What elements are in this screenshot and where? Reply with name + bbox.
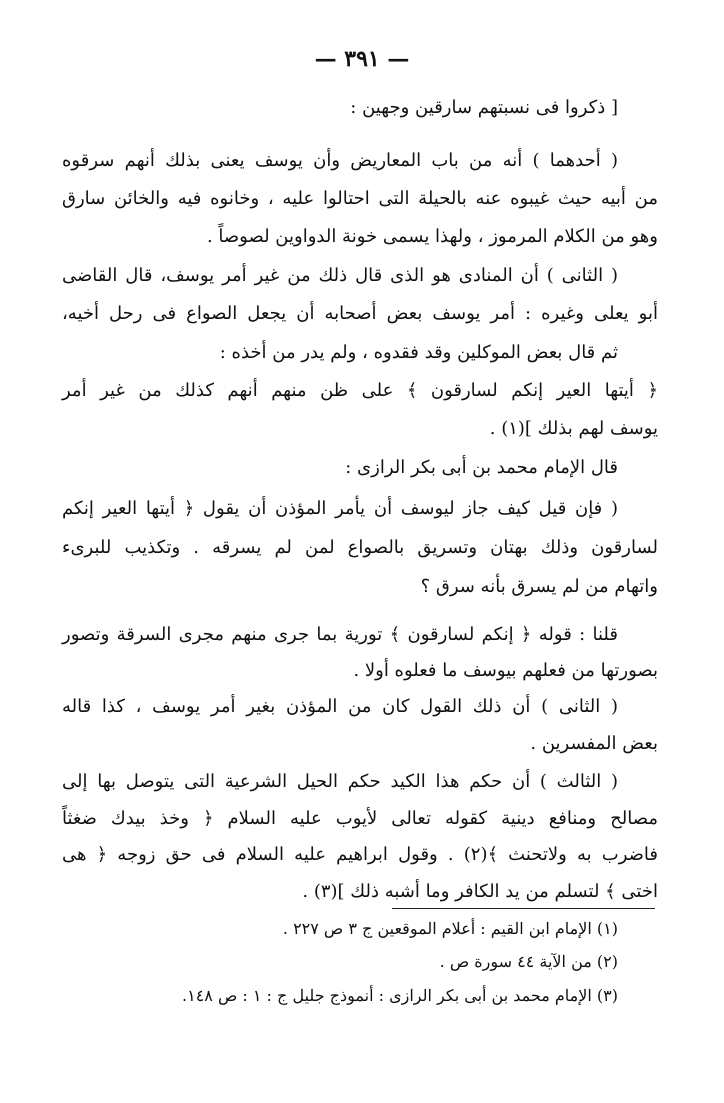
text-line: قلنا : قوله ﴿ إنكم لسارقون ﴾ تورية بما جرى منهم مجرى السرقة وتصور	[62, 624, 618, 645]
text-line: ( فإن قيل كيف جاز ليوسف أن يأمر المؤذن أن يقول ﴿ أيتها العير إنكم	[62, 498, 618, 519]
text-line: لسارقون وذلك بهتان وتسريق بالصواع لمن لم يسرقه . وتكذيب للبرىء	[62, 537, 658, 558]
footnote-divider	[392, 908, 655, 909]
text-line: يوسف لهم بذلك ](١) .	[489, 418, 658, 439]
text-line: وهو من الكلام المرموز ، ولهذا يسمى خونة الدواوين لصوصاً .	[206, 226, 658, 247]
footnote: (٣) الإمام محمد بن أبى بكر الرازى : أنموذج جليل ج : ١ : ص ١٤٨.	[182, 986, 618, 1005]
page-number: — ٣٩١ —	[314, 46, 410, 72]
text-line: فاضرب به ولاتحنث ﴾(٢) . وقول ابراهيم عليه السلام فى حق زوجه ﴿ هى	[62, 844, 659, 865]
text-line: [ ذكروا فى نسبتهم سارقين وجهين :	[350, 97, 618, 118]
text-line: ( الثانى ) أن المنادى هو الذى قال ذلك من غير أمر يوسف، قال القاضى	[62, 265, 618, 286]
text-line: مصالح ومنافع دينية كقوله تعالى لأيوب عليه السلام ﴿ وخذ بيدك ضغثاً	[62, 808, 658, 829]
footnote: (٢) من الآية ٤٤ سورة ص .	[439, 952, 618, 971]
text-line: ثم قال بعض الموكلين وقد فقدوه ، ولم يدر من أخذه :	[219, 342, 618, 363]
text-line: بصورتها من فعلهم بيوسف ما فعلوه أولا .	[353, 660, 658, 681]
text-line: ﴿ أيتها العير إنكم لسارقون ﴾ على ظن منهم أنهم كذلك من غير أمر	[62, 380, 658, 401]
text-line: قال الإمام محمد بن أبى بكر الرازى :	[345, 457, 618, 478]
text-line: من أبيه حيث غيبوه عنه بالحيلة التى احتالوا عليه ، وخانوه فيه والخائن سارق	[62, 188, 658, 209]
text-line: اختى ﴾ لتسلم من يد الكافر وما أشبه ذلك ](٣) .	[302, 881, 658, 902]
text-line: أبو يعلى وغيره : أمر يوسف بعض أصحابه أن يجعل الصواع فى رحل أخيه،	[62, 303, 658, 324]
text-line: ( الثانى ) أن ذلك القول كان من المؤذن بغير أمر يوسف ، كذا قاله	[62, 696, 618, 717]
text-line: واتهام من لم يسرق بأنه سرق ؟	[420, 576, 658, 597]
text-line: ( الثالث ) أن حكم هذا الكيد حكم الحيل الشرعية التى يتوصل بها إلى	[62, 771, 618, 792]
text-line: بعض المفسرين .	[530, 733, 658, 754]
text-line: ( أحدهما ) أنه من باب المعاريض وأن يوسف يعنى بذلك أنهم سرقوه	[62, 150, 618, 171]
footnote: (١) الإمام ابن القيم : أعلام الموقعين ج ٣ ص ٢٢٧ .	[282, 919, 618, 938]
